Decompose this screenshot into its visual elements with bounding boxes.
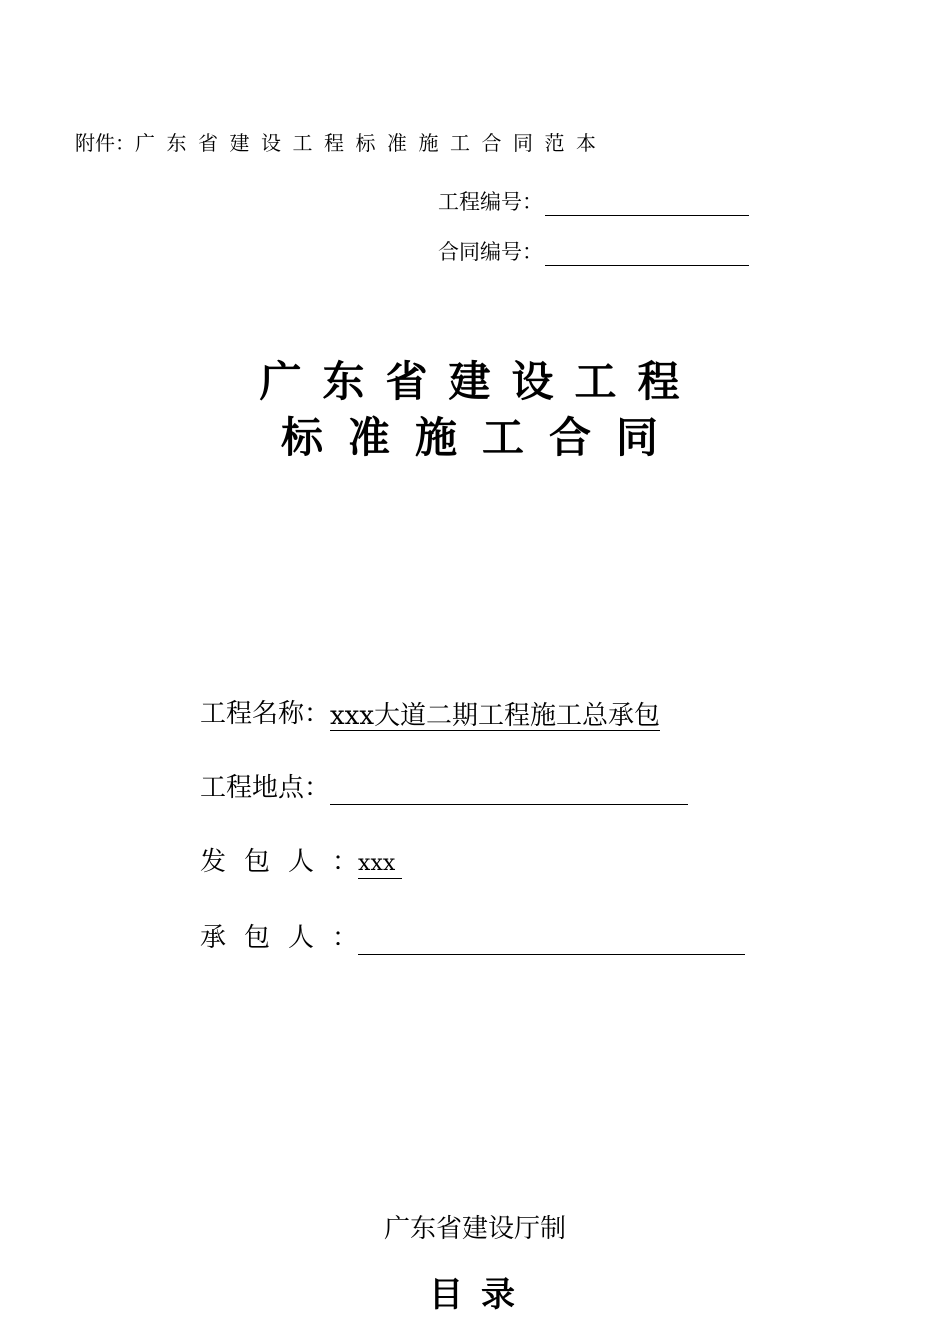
contractor-row <box>200 921 745 955</box>
attachment-prefix: 附件： <box>75 131 135 155</box>
project-site-blank <box>330 776 688 805</box>
attachment-title: 广东省建设工程标准施工合同范本 <box>135 131 608 155</box>
attachment-line <box>75 129 608 157</box>
contractor-colon: ： <box>332 923 359 953</box>
contractor-label-text: 承包人 <box>200 923 333 953</box>
employer-label-text: 发包人 <box>200 847 333 877</box>
contractor-label <box>200 921 358 955</box>
project-name-row <box>200 697 660 731</box>
employer-value: xxx <box>358 850 402 879</box>
document-title-line-2: 标准施工合同 <box>280 413 683 462</box>
employer-colon: ： <box>332 847 359 877</box>
contract-code-label: 合同编号： <box>438 240 543 264</box>
employer-row <box>200 845 402 879</box>
contractor-blank <box>358 926 745 955</box>
contract-code-row <box>438 238 749 266</box>
employer-label <box>200 845 358 879</box>
contract-code-blank <box>545 243 749 266</box>
project-name-label: 工程名称： <box>200 699 331 729</box>
project-site-label: 工程地点： <box>200 773 331 803</box>
document-title-line-1: 广东省建设工程 <box>259 357 701 406</box>
project-name-value: xxx大道二期工程施工总承包 <box>330 701 661 731</box>
toc-heading: 目录 <box>429 1275 533 1315</box>
project-site-row <box>200 771 688 805</box>
project-code-label: 工程编号： <box>438 190 543 214</box>
project-code-blank <box>545 193 749 216</box>
issuer-line: 广东省建设厅制 <box>383 1214 566 1244</box>
project-code-row <box>438 188 749 216</box>
